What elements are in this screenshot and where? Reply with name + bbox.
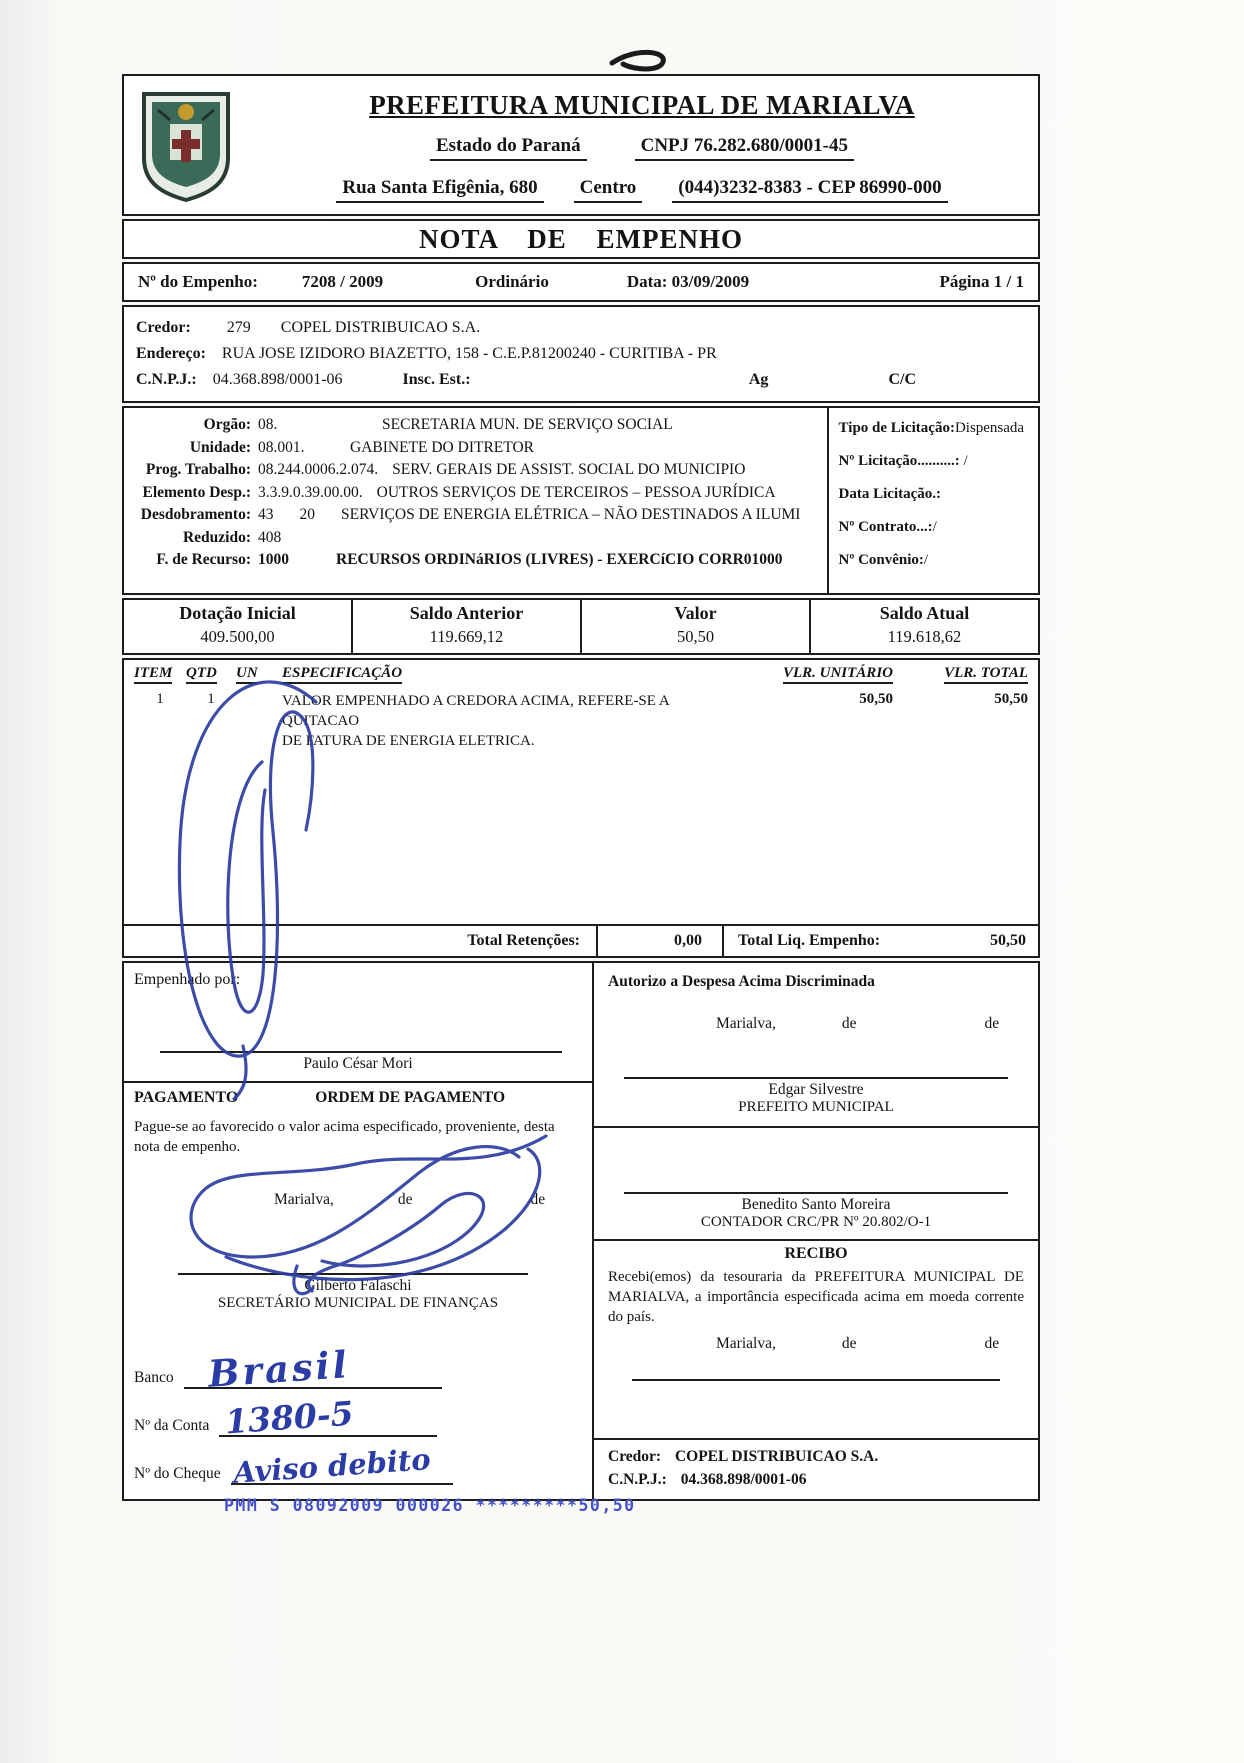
empenho-number-row [122, 262, 1040, 302]
authorization-date-line [594, 1015, 1038, 1033]
breakdown-name: SERVIÇOS DE ENERGIA ELÉTRICA – NÃO DESTINADOS A ILUMI [341, 506, 801, 523]
expense-element-name: OUTROS SERVIÇOS DE TERCEIROS – PESSOA JURÍDICA [376, 483, 776, 501]
unit-row [124, 437, 827, 460]
committed-by-name: Paulo César Mori [303, 1055, 413, 1072]
form-body [122, 74, 1040, 1501]
current-balance-header: Saldo Atual [879, 603, 970, 623]
creditor-address-label: Endereço: [136, 345, 206, 362]
account-handwriting: 1380-5 [224, 1393, 356, 1442]
cheque-handwriting: Aviso debito [231, 1442, 432, 1490]
municipality-title: PREFEITURA MUNICIPAL DE MARIALVA [369, 90, 915, 120]
work-program-row [124, 459, 827, 482]
unit-code: 08.001. [258, 438, 305, 456]
receipt-title: RECIBO [784, 1245, 848, 1262]
payment-de-2: de [530, 1191, 546, 1208]
reduced-code-row [124, 527, 827, 550]
item-quantity: 1 [207, 691, 215, 707]
header-text [260, 86, 1024, 203]
bidding-number-value: / [959, 453, 968, 469]
creditor-name: COPEL DISTRIBUICAO S.A. [280, 319, 481, 336]
accountant-signature-line [624, 1192, 1008, 1194]
breakdown-code: 43 [258, 506, 274, 523]
empenho-date: Data: 03/09/2009 [626, 272, 750, 291]
items-table [122, 658, 1040, 958]
header-phone-cep: (044)3232-8383 - CEP 86990-000 [672, 177, 947, 203]
initial-allocation-value: 409.500,00 [200, 627, 275, 646]
organ-name: SECRETARIA MUN. DE SERVIÇO SOCIAL [382, 416, 673, 433]
specification-column-header: ESPECIFICAÇÃO [282, 665, 743, 682]
document-header [122, 74, 1040, 216]
net-commitment-label: Total Liq. Empenho: [738, 932, 881, 949]
creditor-block [122, 305, 1040, 403]
finance-secretary-role: SECRETÁRIO MUNICIPAL DE FINANÇAS [217, 1295, 499, 1311]
authorization-column [594, 963, 1038, 1499]
bidding-number-row [839, 451, 1051, 471]
agency-label: Ag [748, 371, 769, 388]
state-registration-label: Insc. Est.: [402, 371, 471, 388]
funding-source-label: F. de Recurso: [156, 551, 251, 568]
cheque-number-label: Nº do Cheque [134, 1465, 221, 1482]
initial-allocation-header: Dotação Inicial [179, 603, 296, 623]
initial-allocation-column [124, 600, 353, 653]
creditor-address: RUA JOSE IZIDORO BIAZETTO, 158 - C.E.P.81200240 - CURITIBA - PR [221, 345, 717, 362]
payment-order-title: ORDEM DE PAGAMENTO [315, 1089, 506, 1106]
receipt-city: Marialva, [716, 1335, 776, 1352]
bank-row [134, 1341, 582, 1396]
payment-order-text: Pague-se ao favorecido o valor acima especificado, proveniente, desta nota de empenho. [134, 1119, 555, 1155]
authorization-city: Marialva, [716, 1015, 776, 1032]
budget-classification-block [122, 406, 1040, 595]
finance-secretary-name: Gilberto Falaschi [304, 1277, 412, 1294]
cheque-number-row [134, 1437, 582, 1490]
item-total-value: 50,50 [994, 691, 1028, 707]
committed-by-signature-line [160, 1051, 562, 1053]
page-indicator: Página 1 / 1 [939, 272, 1024, 291]
header-cnpj: CNPJ 76.282.680/0001-45 [635, 135, 854, 161]
creditor-cnpj-row [136, 367, 1026, 393]
funding-source-number: 01000 [743, 551, 783, 568]
payment-order-heading [134, 1089, 582, 1107]
total-value-column-header: VLR. TOTAL [893, 665, 1028, 682]
organ-label: Orgão: [203, 416, 251, 433]
finance-secretary-signature-line [178, 1273, 528, 1275]
empenho-type: Ordinário [475, 272, 549, 291]
receipt-creditor-section [594, 1438, 1038, 1499]
state-label: Estado do Paraná [430, 135, 587, 161]
amount-header: Valor [674, 603, 717, 623]
receipt-de-1: de [841, 1335, 857, 1352]
organ-code: 08. [258, 416, 278, 433]
unit-value-column-header: VLR. UNITÁRIO [743, 665, 893, 682]
previous-balance-value: 119.669,12 [429, 627, 504, 646]
dot-matrix-validation-line: PMM S 08092009 000026 *********50,50 [224, 1496, 636, 1515]
header-line-state [260, 135, 1024, 161]
breakdown-code-2: 20 [299, 506, 315, 523]
bank-label: Banco [134, 1369, 174, 1386]
receipt-cnpj-row [608, 1468, 1024, 1491]
item-specification-line-2: DE FATURA DE ENERGIA ELETRICA. [282, 733, 535, 749]
bank-handwriting: Brasil [206, 1342, 351, 1396]
item-specification [282, 691, 743, 751]
items-header-row [134, 665, 1028, 682]
bank-details-section [134, 1341, 582, 1489]
work-program-label: Prog. Trabalho: [145, 461, 251, 478]
current-balance-value: 119.618,62 [887, 627, 962, 646]
payment-order-section [124, 1081, 592, 1312]
empenho-number-label: Nº do Empenho: [138, 272, 258, 291]
current-balance-column [811, 600, 1038, 653]
payment-city: Marialva, [274, 1191, 334, 1208]
payment-label: PAGAMENTO [134, 1089, 239, 1106]
item-row [134, 691, 1028, 751]
header-district: Centro [574, 177, 643, 203]
payment-date-line [134, 1191, 582, 1209]
account-number-label: Nº da Conta [134, 1417, 210, 1434]
account-label: C/C [888, 371, 916, 388]
mayor-name: Edgar Silvestre [768, 1081, 864, 1098]
item-number: 1 [156, 691, 164, 707]
bidding-date-row [839, 484, 1051, 504]
accountant-name: Benedito Santo Moreira [741, 1196, 891, 1213]
bidding-number-label: Nº Licitação..........: [838, 453, 960, 469]
contract-number-value: / [932, 519, 937, 535]
amount-value: 50,50 [676, 627, 715, 646]
signatures-block [122, 961, 1040, 1501]
previous-balance-column [353, 600, 582, 653]
totals-row [124, 924, 1038, 956]
account-number-row [134, 1389, 582, 1442]
bidding-date-label: Data Licitação.: [838, 486, 942, 502]
document-title: NOTA DE EMPENHO [122, 219, 1040, 259]
breakdown-label: Desdobramento: [140, 506, 251, 523]
receipt-signature-line [632, 1379, 1000, 1381]
contract-number-label: Nº Contrato...: [838, 519, 933, 535]
payment-de-1: de [397, 1191, 413, 1208]
creditor-label: Credor: [136, 319, 191, 336]
receipt-cnpj-value: 04.368.898/0001-06 [680, 1471, 807, 1488]
receipt-creditor-label: Credor: [608, 1448, 662, 1465]
funding-source-name: RECURSOS ORDINáRIOS (LIVRES) - EXERCíCIO CORR [336, 551, 744, 568]
receipt-creditor-row [608, 1445, 1024, 1468]
header-line-address [260, 177, 1024, 203]
expense-element-row [124, 482, 827, 505]
creditor-cnpj: 04.368.898/0001-06 [212, 371, 343, 388]
receipt-creditor-name: COPEL DISTRIBUICAO S.A. [674, 1448, 879, 1465]
item-unit-value: 50,50 [859, 691, 893, 707]
authorization-title: Autorizo a Despesa Acima Discriminada [608, 973, 875, 990]
creditor-code: 279 [226, 319, 251, 336]
agreement-number-label: Nº Convênio: [838, 552, 924, 568]
bidding-type-label: Tipo de Licitação: [838, 420, 955, 436]
expense-element-label: Elemento Desp.: [142, 483, 251, 501]
bidding-type-value: Dispensada [954, 420, 1025, 436]
total-retentions-label: Total Retenções: [467, 932, 580, 949]
breakdown-row [124, 504, 827, 527]
agreement-number-value: / [923, 552, 929, 568]
balances-table [122, 598, 1040, 655]
receipt-de-2: de [984, 1335, 1000, 1352]
work-program-name: SERV. GERAIS DE ASSIST. SOCIAL DO MUNICIPIO [392, 461, 746, 478]
net-commitment-value: 50,50 [990, 932, 1026, 949]
item-specification-line-1: VALOR EMPENHADO A CREDORA ACIMA, REFERE-SE A QUITACAO [282, 693, 669, 729]
authorization-de-2: de [984, 1015, 1000, 1032]
spacer [594, 1128, 1038, 1192]
payment-column [124, 963, 594, 1499]
municipal-coat-of-arms-icon [138, 86, 234, 202]
receipt-date-line [608, 1335, 1024, 1353]
agreement-number-row [839, 550, 1051, 570]
budget-left-column [124, 408, 827, 593]
empenho-number: 7208 / 2009 [301, 272, 384, 291]
unit-name: GABINETE DO DITRETOR [350, 438, 534, 456]
previous-balance-header: Saldo Anterior [409, 603, 524, 623]
reduced-code: 408 [258, 528, 282, 546]
creditor-cnpj-label: C.N.P.J.: [136, 371, 197, 388]
expense-element-code: 3.3.9.0.39.00.00. [258, 483, 363, 501]
funding-source-row [124, 549, 827, 572]
cheque-fill-line [231, 1442, 453, 1490]
bidding-type-row [839, 418, 1051, 438]
funding-source-code: 1000 [258, 551, 289, 568]
receipt-cnpj-label: C.N.P.J.: [608, 1471, 667, 1488]
organ-row [124, 414, 827, 437]
receipt-section [594, 1239, 1038, 1383]
header-address: Rua Santa Efigênia, 680 [336, 177, 543, 203]
accountant-role: CONTADOR CRC/PR Nº 20.802/O-1 [700, 1214, 932, 1230]
mayor-signature-line [624, 1077, 1008, 1079]
receipt-text: Recebi(emos) da tesouraria da PREFEITURA MUNICIPAL DE MARIALVA, a importância especificada acima em moeda corrente do país. [608, 1269, 1024, 1325]
unit-column-header: UN [236, 665, 282, 682]
committed-by-label: Empenhado por: [134, 971, 241, 988]
creditor-row [136, 315, 1026, 341]
mayor-role: PREFEITO MUNICIPAL [738, 1099, 894, 1115]
reduced-code-label: Reduzido: [182, 528, 251, 546]
creditor-address-row [136, 341, 1026, 367]
unit-label: Unidade: [189, 438, 251, 456]
item-column-header: ITEM [134, 665, 186, 682]
quantity-column-header: QTD [186, 665, 236, 682]
amount-column [582, 600, 811, 653]
authorization-de-1: de [841, 1015, 857, 1032]
work-program-code: 08.244.0006.2.074. [258, 461, 379, 478]
contract-number-row [839, 517, 1051, 537]
total-retentions-value: 0,00 [596, 926, 724, 956]
bidding-column [827, 408, 1061, 593]
